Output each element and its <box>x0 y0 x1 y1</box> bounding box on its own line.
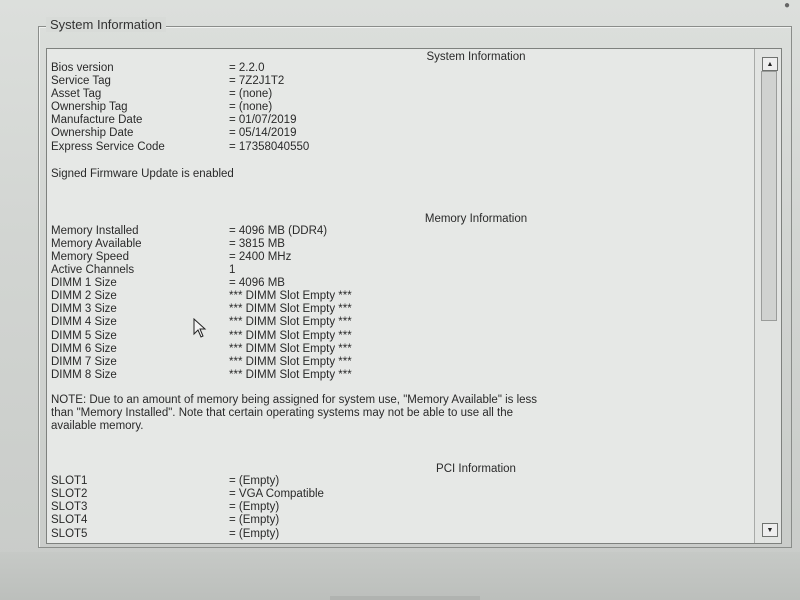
memory-row-label: DIMM 7 Size <box>51 355 117 368</box>
pci-row-label: SLOT4 <box>51 514 88 527</box>
scroll-thumb[interactable] <box>761 71 777 321</box>
pci-row <box>51 528 741 541</box>
memory-row-label: DIMM 3 Size <box>51 303 117 316</box>
system-row-value: = 01/07/2019 <box>229 114 297 127</box>
groupbox-title: System Information <box>46 17 166 32</box>
firmware-note-text: Signed Firmware Update is enabled <box>51 167 234 180</box>
system-row-label: Asset Tag <box>51 88 102 101</box>
pci-row-value: = (Empty) <box>229 514 280 527</box>
memory-section-title: Memory Information <box>424 212 528 225</box>
memory-row <box>51 369 741 382</box>
pci-row-label: SLOT5 <box>51 527 88 540</box>
memory-row-value: = 4096 MB (DDR4) <box>229 224 328 237</box>
memory-row <box>51 330 741 343</box>
pci-row-label: SLOT3 <box>51 501 88 514</box>
memory-row-value: *** DIMM Slot Empty *** <box>229 303 352 316</box>
memory-row-value: *** DIMM Slot Empty *** <box>229 342 352 355</box>
system-row-label: Manufacture Date <box>51 114 143 127</box>
memory-row-label: DIMM 5 Size <box>51 329 117 342</box>
memory-row-value: = 4096 MB <box>229 277 285 290</box>
memory-row-value: *** DIMM Slot Empty *** <box>229 355 352 368</box>
scroll-down-button[interactable]: ▼ <box>762 523 778 537</box>
firmware-note <box>51 168 741 181</box>
memory-row-value: *** DIMM Slot Empty *** <box>229 316 352 329</box>
system-row-value: = (none) <box>229 101 273 114</box>
memory-row-label: DIMM 4 Size <box>51 316 117 329</box>
system-row-value: = 05/14/2019 <box>229 127 297 140</box>
system-row <box>51 88 741 101</box>
pci-row <box>51 475 741 488</box>
memory-row-label: DIMM 6 Size <box>51 342 117 355</box>
info-scroll-content <box>51 49 741 543</box>
system-section-title: System Information <box>426 51 526 63</box>
memory-row-value: = 3815 MB <box>229 237 285 250</box>
bottom-bar <box>0 552 800 600</box>
memory-row-label: Active Channels <box>51 264 135 277</box>
pci-row <box>51 514 741 527</box>
system-row-value: = 2.2.0 <box>229 62 265 74</box>
memory-row <box>51 303 741 316</box>
memory-row <box>51 251 741 264</box>
scroll-up-button[interactable]: ▲ <box>762 57 778 71</box>
pci-row-value: = (Empty) <box>229 527 280 540</box>
pci-row <box>51 501 741 514</box>
system-row-label: Service Tag <box>51 75 111 88</box>
system-row-value: = 17358040550 <box>229 140 310 153</box>
system-row-value: = 7Z2J1T2 <box>229 75 285 88</box>
memory-row-value: *** DIMM Slot Empty *** <box>229 368 352 381</box>
memory-row <box>51 238 741 251</box>
memory-row-label: Memory Speed <box>51 250 129 263</box>
memory-row-label: DIMM 1 Size <box>51 277 117 290</box>
spacer <box>51 181 741 213</box>
spacer <box>51 382 741 394</box>
system-row <box>51 141 741 154</box>
memory-row-label: DIMM 2 Size <box>51 290 117 303</box>
pci-section-title: PCI Information <box>436 463 516 476</box>
memory-row <box>51 277 741 290</box>
pci-info-list <box>51 475 741 540</box>
system-row <box>51 101 741 114</box>
system-row-value: = (none) <box>229 88 273 101</box>
memory-note: NOTE: Due to an amount of memory being assigned for system use, "Memory Available" is less than "Memory Installed". Note that certain operating systems may not be able to use all the available memory. <box>51 393 538 433</box>
memory-row <box>51 343 741 356</box>
memory-row <box>51 316 741 329</box>
system-row <box>51 114 741 127</box>
memory-row-label: DIMM 8 Size <box>51 368 117 381</box>
memory-row <box>51 264 741 277</box>
system-row-label: Bios version <box>51 62 114 74</box>
spacer <box>51 433 741 463</box>
memory-row <box>51 356 741 369</box>
memory-row <box>51 290 741 303</box>
system-row-label: Ownership Tag <box>51 101 128 114</box>
pci-row-label: SLOT2 <box>51 488 88 501</box>
memory-row <box>51 225 741 238</box>
system-row-label: Ownership Date <box>51 127 134 140</box>
spacer <box>51 154 741 168</box>
system-info-list <box>51 62 741 154</box>
pci-row-value: = (Empty) <box>229 501 280 514</box>
pci-row-value: = VGA Compatible <box>229 488 324 501</box>
corner-indicator-icon: ● <box>783 0 790 11</box>
memory-row-label: Memory Available <box>51 237 142 250</box>
memory-row-value: 1 <box>229 264 236 277</box>
pci-row-value: = (Empty) <box>229 475 280 488</box>
system-row <box>51 75 741 88</box>
memory-row-value: *** DIMM Slot Empty *** <box>229 329 352 342</box>
memory-row-value: *** DIMM Slot Empty *** <box>229 290 352 303</box>
mouse-pointer-icon <box>193 318 207 338</box>
system-row-label: Express Service Code <box>51 140 165 153</box>
bottom-tab <box>330 596 480 600</box>
system-row <box>51 62 741 75</box>
pci-row <box>51 488 741 501</box>
vertical-scrollbar[interactable] <box>754 49 781 543</box>
memory-row-value: = 2400 MHz <box>229 250 292 263</box>
system-row <box>51 127 741 140</box>
system-information-panel <box>46 48 782 544</box>
pci-row-label: SLOT1 <box>51 475 88 488</box>
memory-row-label: Memory Installed <box>51 224 139 237</box>
memory-info-list <box>51 225 741 382</box>
